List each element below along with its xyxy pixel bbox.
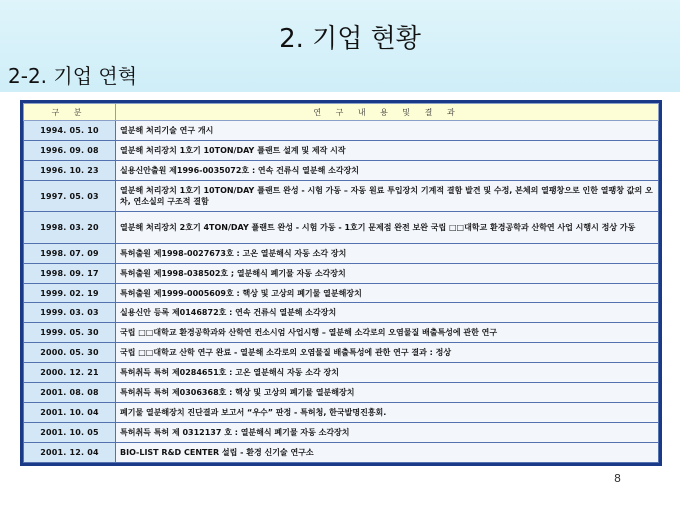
row-date: 1997. 05. 03	[24, 180, 116, 211]
row-description: 실용신안 등록 제0146872호 : 연속 건류식 열분해 소각장치	[116, 303, 659, 323]
table-row	[24, 403, 659, 423]
table-row	[24, 303, 659, 323]
row-description: 국립 □□대학교 환경공학과와 산학연 컨소시엄 사업시행 – 열분해 소각로의 오염물질 배출특성에 관한 연구	[116, 323, 659, 343]
table-row	[24, 363, 659, 383]
history-table-frame	[20, 100, 662, 466]
row-date: 2001. 10. 05	[24, 423, 116, 443]
row-description: 특허출원 제1998-038502호 ; 열분해식 폐기물 자동 소각장치	[116, 263, 659, 283]
row-description: 폐기물 열분해장치 진단결과 보고서 “우수” 판정 - 특허청, 한국발명진흥회.	[116, 403, 659, 423]
row-description: 열분해 처리장치 1호기 10TON/DAY 플랜트 완성 - 시험 가동 – 자동 원료 투입장치 기계적 결함 발견 및 수정, 본체의 열팽창으로 인한 열팽창 값의 오차, 연소실의 구조적 결함	[116, 180, 659, 211]
row-date: 1999. 03. 03	[24, 303, 116, 323]
row-date: 1998. 09. 17	[24, 263, 116, 283]
row-date: 2000. 12. 21	[24, 363, 116, 383]
row-date: 2001. 08. 08	[24, 383, 116, 403]
row-date: 1999. 05. 30	[24, 323, 116, 343]
row-description: 특허취득 특허 제0306368호 : 핵상 및 고상의 폐기물 열분해장치	[116, 383, 659, 403]
table-row	[24, 423, 659, 443]
table-row	[24, 323, 659, 343]
row-description: 특허취득 특허 제0284651호 : 고온 열분해식 자동 소각 장치	[116, 363, 659, 383]
row-date: 2001. 12. 04	[24, 442, 116, 462]
row-description: 특허출원 제1999-0005609호 : 핵상 및 고상의 폐기물 열분해장치	[116, 283, 659, 303]
row-description: 특허취득 특허 제 0312137 호 : 열분해식 폐기물 자동 소각장치	[116, 423, 659, 443]
table-row	[24, 212, 659, 243]
row-description: 열분해 처리기술 연구 개시	[116, 121, 659, 141]
row-date: 1996. 10. 23	[24, 160, 116, 180]
table-row	[24, 263, 659, 283]
table-row	[24, 160, 659, 180]
row-date: 1998. 03. 20	[24, 212, 116, 243]
table-row	[24, 383, 659, 403]
row-description: 열분해 처리장치 1호기 10TON/DAY 플랜트 설계 및 제작 시작	[116, 140, 659, 160]
table-row	[24, 283, 659, 303]
row-date: 2001. 10. 04	[24, 403, 116, 423]
row-date: 1999. 02. 19	[24, 283, 116, 303]
history-table	[23, 103, 659, 463]
table-row	[24, 140, 659, 160]
row-description: 특허출원 제1998-0027673호 : 고온 열분해식 자동 소각 장치	[116, 243, 659, 263]
row-date: 1994. 05. 10	[24, 121, 116, 141]
table-row	[24, 343, 659, 363]
column-header-category: 구 분	[24, 104, 116, 121]
table-header-row	[24, 104, 659, 121]
column-header-content: 연 구 내 용 및 결 과	[116, 104, 659, 121]
row-description: BIO-LIST R&D CENTER 설립 - 환경 신기술 연구소	[116, 442, 659, 462]
row-description: 열분해 처리장치 2호기 4TON/DAY 플랜트 완성 - 시험 가동 - 1호기 문제점 완전 보완 국립 □□대학교 환경공학과 산학연 사업 시행시 정상 가동	[116, 212, 659, 243]
row-date: 2000. 05. 30	[24, 343, 116, 363]
row-description: 실용신안출원 제1996-0035072호 : 연속 건류식 열분해 소각장치	[116, 160, 659, 180]
table-row	[24, 121, 659, 141]
row-description: 국립 □□대학교 산학 연구 완료 - 열분해 소각로의 오염물질 배출특성에 관한 연구 결과 : 정상	[116, 343, 659, 363]
section-subtitle: 2-2. 기업 연혁	[8, 64, 138, 88]
table-row	[24, 442, 659, 462]
table-row	[24, 180, 659, 211]
row-date: 1996. 09. 08	[24, 140, 116, 160]
page-title: 2. 기업 현황	[279, 24, 421, 54]
page-number: 8	[614, 472, 621, 485]
row-date: 1998. 07. 09	[24, 243, 116, 263]
table-row	[24, 243, 659, 263]
